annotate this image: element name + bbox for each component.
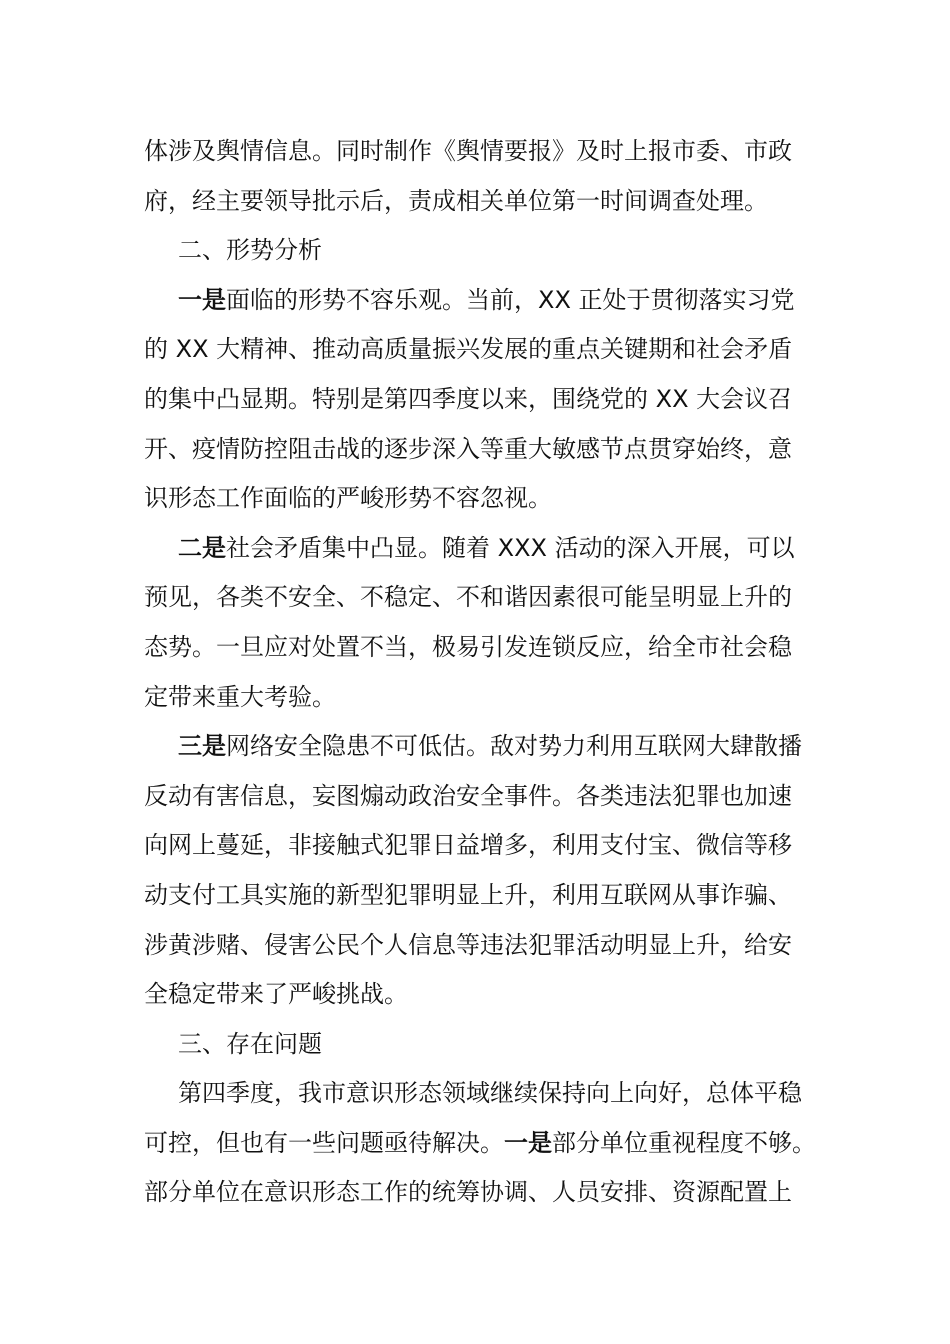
line-text: 涉黄涉赌、侵害公民个人信息等违法犯罪活动明显上升，给安 (144, 930, 792, 959)
line-text: 定带来重大考验。 (144, 682, 336, 711)
text-line (144, 276, 824, 326)
text-line (144, 573, 824, 623)
text-line (144, 325, 824, 375)
line-text: 三、存在问题 (178, 1029, 322, 1058)
text-line (144, 127, 824, 177)
line-text: 的集中凸显期。特别是第四季度以来，围绕党的 XX 大会议召 (144, 384, 793, 413)
line-text: 部分单位重视程度不够。 (552, 1128, 816, 1157)
line-text: 的 XX 大精神、推动高质量振兴发展的重点关键期和社会矛盾 (144, 335, 793, 364)
line-text: 网络安全隐患不可低估。敌对势力利用互联网大肆散播 (226, 732, 802, 761)
line-text: 面临的形势不容乐观。当前，XX 正处于贯彻落实习党 (226, 285, 795, 314)
text-line (144, 375, 824, 425)
text-line (144, 1069, 824, 1119)
text-line (144, 474, 824, 524)
text-line (144, 623, 824, 673)
line-text: 开、疫情防控阻击战的逐步深入等重大敏感节点贯穿始终，意 (144, 434, 792, 463)
line-text: 预见，各类不安全、不稳定、不和谐因素很可能呈明显上升的 (144, 583, 792, 612)
bold-lead-text: 一是 (504, 1128, 552, 1157)
line-text: 第四季度，我市意识形态领域继续保持向上向好，总体平稳 (178, 1079, 802, 1108)
text-line (144, 1119, 824, 1169)
text-line (144, 921, 824, 971)
line-text: 向网上蔓延，非接触式犯罪日益增多，利用支付宝、微信等移 (144, 831, 792, 860)
document-body (144, 127, 824, 1218)
text-line (144, 673, 824, 723)
line-text: 部分单位在意识形态工作的统筹协调、人员安排、资源配置上 (144, 1178, 792, 1207)
bold-lead-text: 一是 (178, 285, 226, 314)
bold-lead-text: 二是 (178, 533, 226, 562)
line-text: 识形态工作面临的严峻形势不容忽视。 (144, 484, 552, 513)
text-line (144, 524, 824, 574)
text-line (144, 1020, 824, 1070)
text-line (144, 722, 824, 772)
text-line (144, 772, 824, 822)
line-text: 反动有害信息，妄图煽动政治安全事件。各类违法犯罪也加速 (144, 781, 792, 810)
line-text: 二、形势分析 (178, 236, 322, 265)
text-line (144, 1168, 824, 1218)
text-line (144, 177, 824, 227)
line-text: 动支付工具实施的新型犯罪明显上升，利用互联网从事诈骗、 (144, 880, 792, 909)
text-line (144, 226, 824, 276)
line-text: 社会矛盾集中凸显。随着 XXX 活动的深入开展，可以 (226, 533, 795, 562)
text-line (144, 970, 824, 1020)
text-line (144, 425, 824, 475)
text-line (144, 821, 824, 871)
line-text: 态势。一旦应对处置不当，极易引发连锁反应，给全市社会稳 (144, 632, 792, 661)
line-text: 可控，但也有一些问题亟待解决。 (144, 1128, 504, 1157)
bold-lead-text: 三是 (178, 732, 226, 761)
line-text: 府，经主要领导批示后，责成相关单位第一时间调查处理。 (144, 186, 768, 215)
line-text: 全稳定带来了严峻挑战。 (144, 980, 408, 1009)
line-text: 体涉及舆情信息。同时制作《舆情要报》及时上报市委、市政 (144, 137, 792, 165)
text-line (144, 871, 824, 921)
